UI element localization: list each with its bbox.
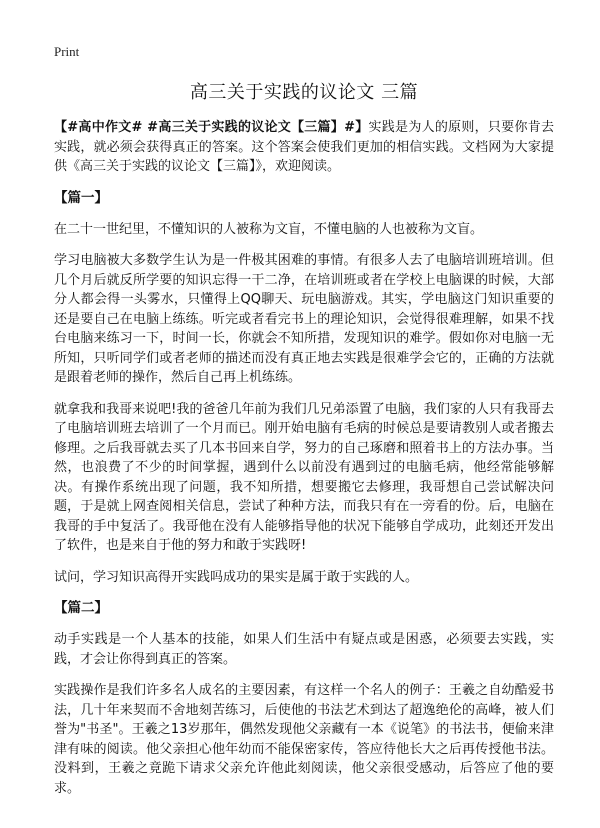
section-1-paragraph-4: 试问，学习知识高得开实践吗成功的果实是属于敢于实践的人。 — [54, 569, 419, 585]
print-link[interactable]: Print — [54, 44, 80, 59]
section-heading-2: 【篇二】 — [54, 600, 108, 616]
intro-tag: 【#高中作文# #高三关于实践的议论文【三篇】#】 — [54, 120, 369, 135]
section-2-paragraph-2: 实践操作是我们许多名人成名的主要因素，有这样一个名人的例子：王羲之自幼酷爱书法，几十年来契而不舍地刻苦练习，后使他的书法艺术到达了超逸绝伦的高峰，被人们誉为"书圣"。王羲之13岁那年，偶然发现他父亲藏有一本《说笔》的书法书，便偷来津津有味的阅读。他父亲担心他年幼而不能保密家传，答应待他长大之后再传授他书法。没料到，王羲之竟跪下请求父亲允许他此刻阅读，他父亲很受感动，后答应了他的要求。 — [54, 683, 554, 796]
section-heading-1: 【篇一】 — [54, 189, 108, 206]
intro-text: 实践是为人的原则，只要你肯去实践，就必须会获得真正的答案。这个答案会使我们更加的相信实践。文档网为大家提供《高三关于实践的议论文【三篇】》，欢迎阅读。 — [54, 120, 554, 174]
document-body — [54, 78, 554, 810]
section-1-paragraph-3: 就拿我和我哥来说吧!我的爸爸几年前为我们几兄弟添置了电脑，我们家的人只有我哥去了电脑培训班去培训了一个月而已。刚开始电脑有毛病的时候总是要请教别人或者搬去修理。之后我哥就去买了几本书回来自学，努力的自己琢磨和照着书上的方法办事。当然，也浪费了不少的时间掌握，遇到什么以前没有遇到过的电脑毛病，他经常能够解决。有操作系统出现了问题，我不知所措，想要搬它去修理，我哥想自己尝试解决问题，于是就上网查阅相关信息，尝试了种种方法，而我只有在一旁看的份。后，电脑在我哥的手中复活了。我哥他在没有人能够指导他的状况下能够自学成功，此刻还开发出了软件，也是来自于他的努力和敢于实践呀! — [54, 401, 554, 553]
page-title: 高三关于实践的议论文 三篇 — [189, 82, 419, 103]
section-2-paragraph-1: 动手实践是一个人基本的技能，如果人们生活中有疑点或是困惑，必须要去实践，实践，才会让你得到真正的答案。 — [54, 632, 554, 667]
intro-paragraph — [54, 118, 554, 177]
section-1-paragraph-2: 学习电脑被大多数学生认为是一件极其困难的事情。有很多人去了电脑培训班培训。但几个月后就反所学要的知识忘得一干二净，在培训班或者在学校上电脑课的时候，大部分人都会得一头雾水，只懂得上QQ聊天、玩电脑游戏。其实，学电脑这门知识重要的还是要自己在电脑上练练。听完或者看完书上的理论知识，会觉得很难理解，如果不找台电脑来练习一下，时间一长，你就会不知所措，发现知识的难学。假如你对电脑一无所知，只听同学们或者老师的描述而没有真正地去实践是很难学会它的，正确的方法就是跟着老师的操作，然后自己再上机练练。 — [54, 253, 554, 385]
section-1-paragraph-1: 在二十一世纪里，不懂知识的人被称为文盲，不懂电脑的人也被称为文盲。 — [54, 221, 484, 237]
